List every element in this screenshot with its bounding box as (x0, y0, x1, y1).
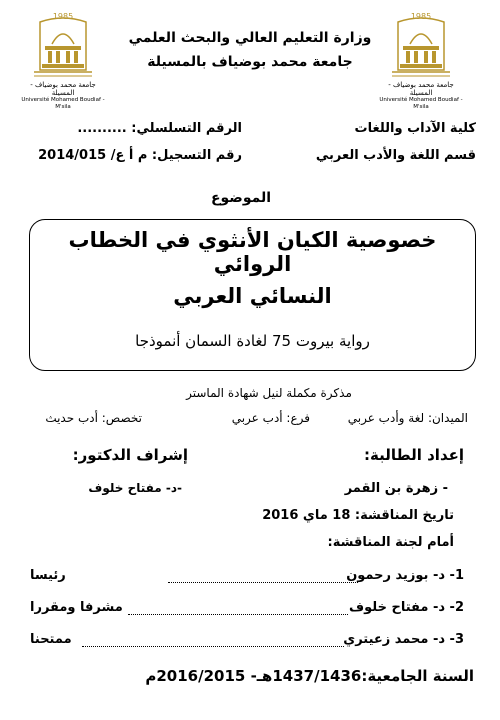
university-name: جامعة محمد بوضياف بالمسيلة (147, 54, 353, 70)
title-line-2: النسائي العربي (173, 284, 332, 308)
subject-label: الموضوع (210, 190, 272, 206)
logo-caption-ar: جامعة محمد بوضياف - المسيلة (388, 81, 454, 97)
jury-member-name: 3- د- محمد زعيتري (343, 632, 464, 647)
serial-number: الرقم التسلسلي: .......... (77, 121, 242, 136)
ministry-name: وزارة التعليم العالي والبحث العلمي (128, 30, 372, 46)
logo-caption-fr: Université Mohamed Boudiaf - M'sila (21, 97, 105, 110)
jury-member-role: رئيسا (30, 568, 66, 583)
jury-dots (82, 646, 344, 647)
jury-label: أمام لجنة المناقشة: (327, 535, 454, 550)
thesis-type: مذكرة مكملة لنيل شهادة الماستر (186, 386, 352, 400)
jury-dots (128, 614, 348, 615)
department-name: قسم اللغة والأدب العربي (315, 148, 476, 163)
field-domain: الميدان: لغة وأدب عربي (347, 411, 468, 425)
field-branch: فرع: أدب عربي (231, 411, 310, 425)
field-specialty: تخصص: أدب حديث (45, 411, 142, 425)
title-line-1: خصوصية الكيان الأنثوي في الخطاب الروائي (68, 228, 437, 276)
logo-caption-ar: جامعة محمد بوضياف - المسيلة (30, 81, 96, 97)
jury-member-role: ممتحنا (30, 632, 72, 647)
student-name: - زهرة بن القمر (344, 481, 448, 496)
jury-member-role: مشرفا ومقررا (30, 600, 123, 615)
defense-date: تاريخ المناقشة: 18 ماي 2016 (262, 508, 454, 523)
jury-member-name: 2- د- مفتاح خلوف (349, 600, 464, 615)
supervisor-name: -د- مفتاح خلوف (88, 481, 182, 495)
university-logo-right (378, 10, 464, 111)
logo-year: 1985 (410, 12, 432, 21)
university-emblem-icon (388, 10, 454, 80)
subtitle: رواية بيروت 75 لغادة السمان أنموذجا (135, 332, 370, 350)
university-logo-left (20, 10, 106, 111)
logo-caption-fr: Université Mohamed Boudiaf - M'sila (379, 97, 463, 110)
logo-year: 1985 (52, 12, 74, 21)
prepared-by-label: إعداد الطالبة: (364, 446, 464, 464)
university-emblem-icon (30, 10, 96, 80)
supervisor-label: إشراف الدكتور: (72, 446, 188, 464)
faculty-name: كلية الآداب واللغات (354, 121, 476, 136)
title-box (29, 219, 476, 371)
academic-year: السنة الجامعية:1437/1436هـ- 2016/2015م (145, 667, 474, 685)
registration-number: رقم التسجيل: م أ ع/ 2014/015 (38, 148, 242, 163)
jury-member-name: 1- د- بوزيد رحمون (346, 568, 464, 583)
jury-dots (168, 582, 358, 583)
